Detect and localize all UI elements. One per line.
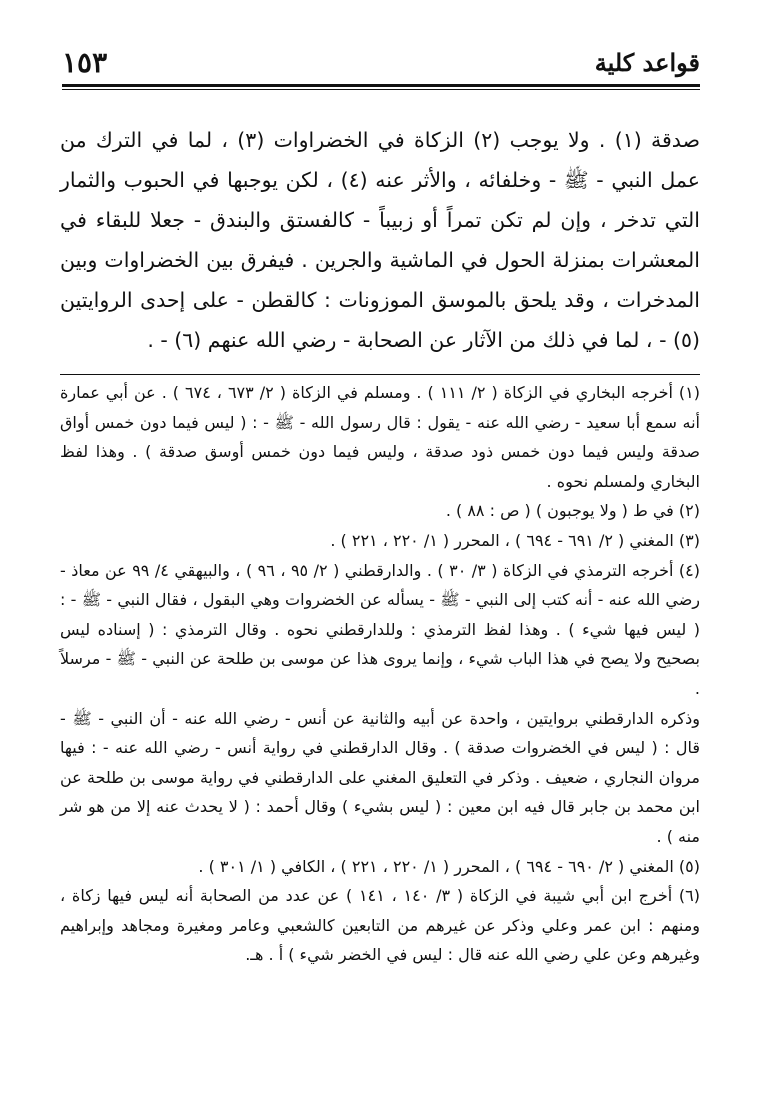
footnote-2: (٢) في ط ( ولا يوجبون ) ( ص : ٨٨ ) . xyxy=(445,501,700,521)
main-paragraph: صدقة (١) . ولا يوجب (٢) الزكاة في الخضراوات (٣) ، لما في الترك من عمل النبي - ﷺ - وخلفائه ، والأثر عنه (٤) ، لكن يوجبها في الحبوب والثمار التي تدخر ، وإن لم تكن تمراً أو زبيباً - كالفستق والبندق - جعلا للبقاء في المعشرات بمنزلة الحول في الماشية والجرين . فيفرق بين الخضراوات وبين المدخرات ، وقد يلحق بالموسق الموزونات : كالقطن - على إحدى الروايتين (٥) - ، لما في ذلك من الآثار عن الصحابة - رضي الله عنهم (٦) - . xyxy=(60,128,700,352)
main-text xyxy=(60,120,700,360)
footnote-6: (٦) أخرج ابن أبي شيبة في الزكاة ( ٣/ ١٤٠ ، ١٤١ ) عن عدد من الصحابة أنه ليس فيها زكاة ، ومنهم : ابن عمر وعلي وذكر عن غيرهم من التابعين كالشعبي وعامر ومغيرة ومجاهد وإبراهيم وغيرهم وعن علي رضي الله عنه قال : ليس في الخضر شيء ) أ . هـ. xyxy=(60,886,701,965)
footnote-3: (٣) المغني ( ٢/ ٦٩١ - ٦٩٤ ) ، المحرر ( ١/ ٢٢٠ ، ٢٢١ ) . xyxy=(330,530,700,550)
header-rule-thick xyxy=(62,84,700,87)
page-header xyxy=(62,38,700,82)
footnote-4-continued: وذكره الدارقطني بروايتين ، واحدة عن أبيه والثانية عن أنس - رضي الله عنه - أن النبي - ﷺ - قال : ( ليس في الخضروات صدقة ) . وقال الدارقطني في رواية أنس - رضي الله عنه - : فيها مروان النجاري ، ضعيف . وذكر في التعليق المغني على الدارقطني في رواية موسى بن طلحة عن ابن محمد بن جابر قال فيه ابن معين : ( ليس بشيء ) وقال أحمد : ( لا يحدث عنه إلا من هو شر منه ) . xyxy=(60,708,700,846)
footnote-4: (٤) أخرجه الترمذي في الزكاة ( ٣/ ٣٠ ) . والدارقطني ( ٢/ ٩٥ ، ٩٦ ) ، والبيهقي ٤/ ٩٩ عن معاذ - رضي الله عنه - أنه كتب إلى النبي - ﷺ - يسأله عن الخضروات وهي البقول ، فقال النبي - ﷺ - : ( ليس فيها شيء ) . وهذا لفظ الترمذي : وللدارقطني نحوه . وقال الترمذي : ( إسناده ليس بصحيح ولا يصح في هذا الباب شيء ، وإنما يروى هذا عن موسى بن طلحة عن النبي - ﷺ - مرسلاً . xyxy=(60,560,701,698)
header-rule-thin xyxy=(62,89,700,90)
footnotes xyxy=(60,378,700,970)
footnote-separator xyxy=(60,374,700,375)
page-number: ١٥٣ xyxy=(62,46,108,79)
footnote-1: (١) أخرجه البخاري في الزكاة ( ٢/ ١١١ ) . ومسلم في الزكاة ( ٢/ ٦٧٣ ، ٦٧٤ ) . عن أبي عمارة أنه سمع أبا سعيد - رضي الله عنه - يقول : قال رسول الله - ﷺ - : ( ليس فيما دون خمس أواق صدقة وليس فيما دون خمس ذود صدقة ، وليس فيما دون خمس أوسق صدقة ) . وهذا لفظ البخاري ولمسلم نحوه . xyxy=(60,383,701,491)
running-title: قواعد كلية xyxy=(594,48,700,77)
footnote-5: (٥) المغني ( ٢/ ٦٩٠ - ٦٩٤ ) ، المحرر ( ١/ ٢٢٠ ، ٢٢١ ) ، الكافي ( ١/ ٣٠١ ) . xyxy=(198,856,700,876)
